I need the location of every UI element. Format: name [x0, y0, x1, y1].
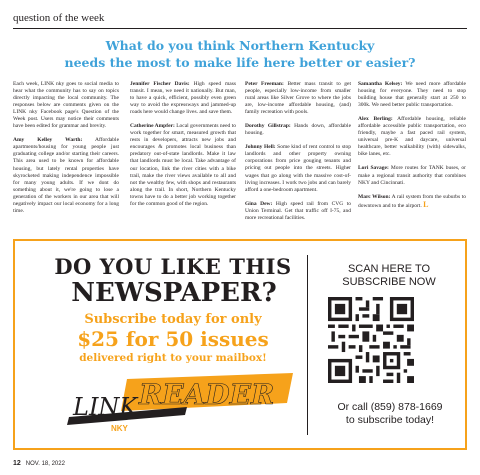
response-name: Catherine Ampfer: — [130, 123, 175, 130]
ad-divider — [307, 255, 308, 435]
response-text: Hands down, affordable housing. — [245, 123, 352, 137]
response-item — [13, 137, 119, 215]
end-mark-icon: L — [423, 199, 429, 209]
section-divider — [13, 28, 467, 29]
issue-date: NOV. 18, 2022 — [25, 461, 65, 467]
qr-code-icon[interactable] — [328, 297, 414, 383]
response-item — [358, 165, 466, 186]
response-text: More routes for TANK buses, or make a regional transit authority that combines NKY and Cincinnati. — [358, 165, 467, 186]
page-footer — [13, 460, 65, 467]
response-item — [245, 123, 351, 137]
response-item — [358, 194, 466, 210]
headline — [20, 37, 460, 71]
response-name: Dorothy Gillstrap: — [245, 123, 291, 130]
headline-line-2: needs the most to make life here better or easier? — [64, 55, 416, 70]
response-item — [245, 81, 351, 116]
response-name: Johnny Hell: — [245, 144, 276, 151]
page-number: 12 — [13, 460, 21, 467]
subscription-ad[interactable] — [13, 239, 467, 450]
column-1 — [13, 81, 119, 222]
response-name: Gina Dew: — [245, 200, 273, 207]
logo-reader-text: READER — [139, 378, 275, 411]
ad-headline-line-2: NEWSPAPER? — [71, 278, 277, 308]
logo-nky-text: NKY — [111, 424, 128, 433]
response-item — [130, 81, 236, 116]
response-text: Some kind of rent control to stop landlords and other property owning corporations from price gouging tenants and pricing out people into the streets. Higher wages that go along with the massive cost-of-living increases. I work two jobs and can barely afford a one-bedroom apartment. — [245, 144, 351, 193]
section-label: question of the week — [13, 12, 105, 24]
response-name: Marc Wilson: — [358, 193, 391, 200]
response-name: Jennifer Fischer Davis: — [130, 81, 190, 87]
response-item — [358, 81, 466, 109]
response-item — [130, 123, 236, 208]
scan-instructions — [315, 263, 463, 289]
response-text: High speed mass transit. I mean, we need it nationally. But man, to have a quick, efficient, possibly even green way to avoid the expressways and jammed-up roads here would change lives. and save them. — [130, 81, 237, 116]
call-phone-line: Or call (859) 878-1669 — [337, 401, 443, 413]
response-text: We need more affordable housing for everyone. They need to stop building house that generally start at 250 to 300k. We need better public transportation. — [358, 81, 466, 109]
call-to-subscribe — [313, 401, 467, 427]
response-name: Alex Berling: — [358, 116, 393, 123]
response-text: Affordable apartments/housing for young people just graduating college and/or starting their careers. This area used to be known for affordable housing, but lately rental properties have skyrocketed making independence impossible for many young adults. If we dont do something about it, we're going to lose a generation of the workers in our area that will negatively impact our local economy for a long time. — [13, 137, 120, 214]
ad-headline-line-1: DO YOU LIKE THIS — [54, 254, 292, 279]
response-item — [245, 201, 351, 222]
response-text: A rail system from the suburbs to downtown and to the airport. — [358, 193, 466, 209]
scan-line-2: SUBSCRIBE NOW — [342, 276, 436, 288]
response-text: Better mass transit to get people, especially low-income from smaller rural areas like Silver Grove to where the jobs are, low-income affordable housing, (and) family recreation with pools. — [245, 81, 352, 116]
response-text: Local governments need to work together for smart, measured growth that rests in developers, attracts new jobs and encourages & promotes local business than predatory out-of-state landlords. Make it law that landlords must be local. Take advantage of our location, link the river cities with a bike trail, make the river views available to all and not the wealthy few, with shops and restaurants along the trail. In short, Northern Kentucky towns have to do a better job working together for the common good of the region. — [130, 123, 236, 207]
response-text: Affordable housing, reliable affordable accessible public transportation, eco friendly, maybe a fast paced rail system, universal pre-K and daycare, universal healthcare, better walkability (with) sidewalks, bike lanes, etc. — [358, 116, 466, 158]
response-name: Samantha Kelsey: — [358, 81, 403, 87]
response-name: Amy Kelley Warth: — [13, 137, 83, 144]
ad-offer-price: $25 for 50 issues — [77, 327, 269, 351]
intro-text: Each week, LINK nky goes to social media to hear what the community has to say on topics directly impacting the local community. The responses below are comments given on the LINK nky Facebook page's Question of the Week post. Users may notice their comments have been edited for grammar and brevity. — [13, 81, 119, 130]
response-text: High speed rail from CVG to Union Terminal. Get that traffic off I-75, and more recreational facilities. — [245, 200, 351, 221]
response-item — [358, 116, 466, 158]
ad-offer-delivery: delivered right to your mailbox! — [79, 352, 267, 364]
column-3 — [245, 81, 351, 229]
headline-line-1: What do you think Northern Kentucky — [105, 38, 375, 53]
link-reader-logo — [67, 373, 297, 433]
response-name: Peter Freeman: — [245, 81, 284, 87]
logo-link-text: LINK — [73, 393, 138, 421]
call-subscribe-line: to subscribe today! — [345, 414, 435, 426]
scan-line-1: SCAN HERE TO — [347, 263, 431, 275]
ad-offer-intro: Subscribe today for only — [84, 312, 262, 327]
response-item — [245, 144, 351, 193]
response-name: Lori Savage: — [358, 165, 389, 172]
column-4 — [358, 81, 466, 217]
column-2 — [130, 81, 236, 215]
